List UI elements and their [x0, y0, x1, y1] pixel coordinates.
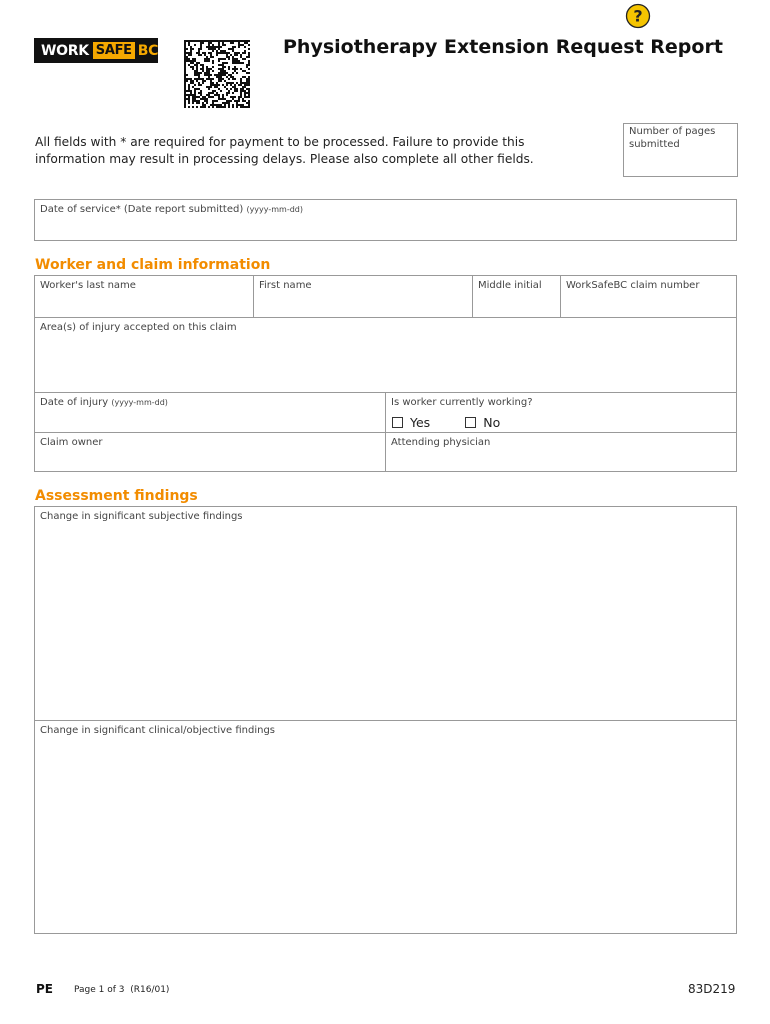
assessment-findings-heading: Assessment findings [35, 488, 198, 504]
logo-safe-text: SAFE [93, 42, 135, 59]
date-of-service-label: Date of service* (Date report submitted) (yyyy-mm-dd) [40, 204, 304, 215]
middle-initial-field[interactable] [473, 276, 561, 318]
intro-instructions: All fields with * are required for payment to be processed. Failure to provide this information may result in processing delays. Please also complete all other fields. [35, 135, 534, 166]
subjective-findings-label: Change in significant subjective findings [40, 511, 243, 522]
date-of-injury-label: Date of injury (yyyy-mm-dd) [40, 397, 168, 408]
areas-of-injury-field[interactable] [35, 318, 736, 393]
assessment-findings-table [34, 506, 737, 934]
date-of-service-field[interactable] [34, 199, 737, 241]
subjective-findings-field[interactable] [35, 507, 736, 721]
form-code: PE [36, 982, 53, 996]
page-indicator: Page 1 of 3 (R16/01) [74, 985, 170, 995]
attending-physician-field[interactable] [386, 433, 736, 471]
currently-working-field [386, 393, 736, 433]
worker-claim-table [34, 275, 737, 472]
logo-work-text: WORK [41, 42, 89, 59]
help-question-icon[interactable] [625, 3, 651, 29]
claim-number-label: WorkSafeBC claim number [566, 280, 700, 291]
yes-checkbox[interactable] [392, 417, 403, 428]
areas-of-injury-label: Area(s) of injury accepted on this claim [40, 322, 237, 333]
currently-working-label: Is worker currently working? [391, 397, 533, 408]
worksafebc-logo [34, 38, 158, 63]
first-name-field[interactable] [254, 276, 473, 318]
working-no-option[interactable]: No [465, 415, 500, 430]
logo-bc-text: BC [137, 42, 159, 59]
objective-findings-field[interactable] [35, 721, 736, 933]
first-name-label: First name [259, 280, 312, 291]
worker-last-name-label: Worker's last name [40, 280, 136, 291]
attending-physician-label: Attending physician [391, 437, 491, 448]
form-title: Physiotherapy Extension Request Report [283, 36, 723, 58]
no-checkbox[interactable] [465, 417, 476, 428]
barcode-2d-image [184, 40, 250, 108]
pages-submitted-field[interactable] [623, 123, 738, 177]
worker-last-name-field[interactable] [35, 276, 254, 318]
working-yes-option[interactable]: Yes [392, 415, 430, 430]
middle-initial-label: Middle initial [478, 280, 542, 291]
claim-owner-field[interactable] [35, 433, 386, 471]
claim-number-field[interactable] [561, 276, 736, 318]
form-number: 83D219 [688, 982, 736, 996]
svg-text:?: ? [633, 6, 643, 26]
date-of-injury-field[interactable] [35, 393, 386, 433]
pages-submitted-label: Number of pages submitted [629, 126, 716, 150]
objective-findings-label: Change in significant clinical/objective findings [40, 725, 276, 736]
claim-owner-label: Claim owner [40, 437, 103, 448]
worker-claim-heading: Worker and claim information [35, 257, 271, 273]
